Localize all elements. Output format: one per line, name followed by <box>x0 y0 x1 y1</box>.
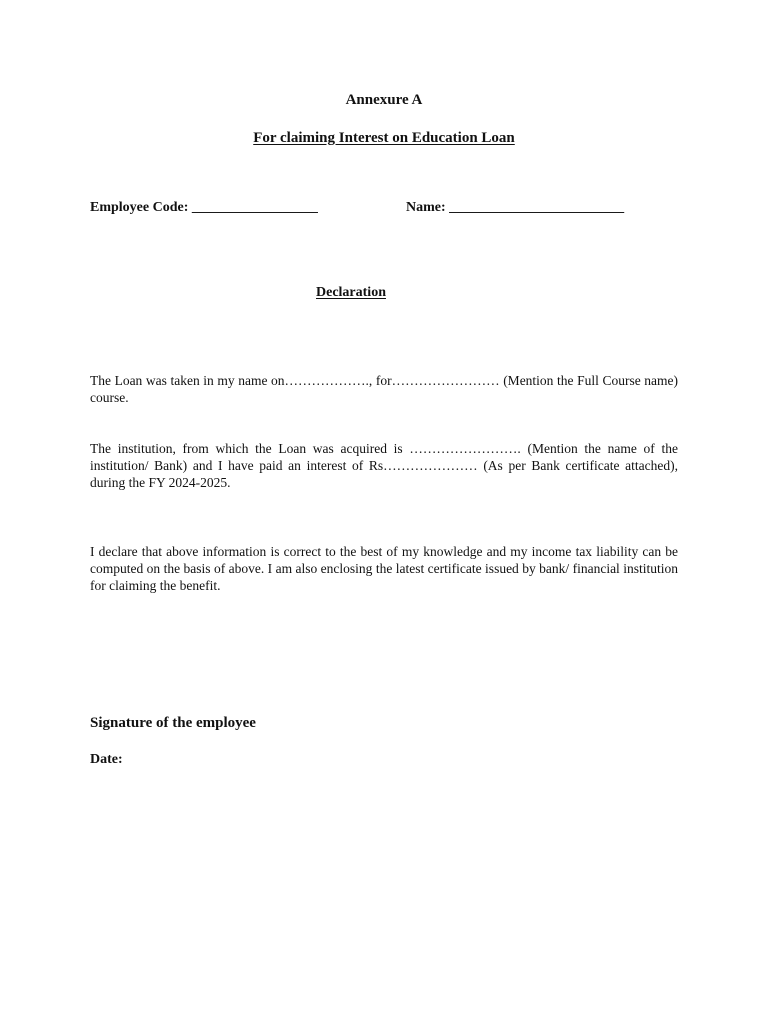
date-label: Date: <box>90 752 123 767</box>
declaration-heading: Declaration <box>316 285 386 300</box>
document-subtitle: For claiming Interest on Education Loan <box>253 130 515 146</box>
institution-paragraph: The institution, from which the Loan was acquired is ……………………. (Mention the name of the institution/ Bank) and I have paid an interest of Rs………………… (As per Bank certificate attached), during the FY 2024-2025. <box>90 441 678 490</box>
declaration-paragraph: I declare that above information is correct to the best of my knowledge and my income tax liability can be computed on the basis of above. I am also enclosing the latest certificate issued by bank/ financial institution for claiming the benefit. <box>90 544 678 593</box>
loan-details-paragraph: The Loan was taken in my name on………………., for…………………… (Mention the Full Course name) course. <box>90 373 678 405</box>
annexure-title: Annexure A <box>345 92 423 108</box>
employee-code-field: Employee Code: __________________ <box>90 200 318 215</box>
name-field: Name: _________________________ <box>406 200 625 215</box>
signature-label: Signature of the employee <box>90 715 256 731</box>
